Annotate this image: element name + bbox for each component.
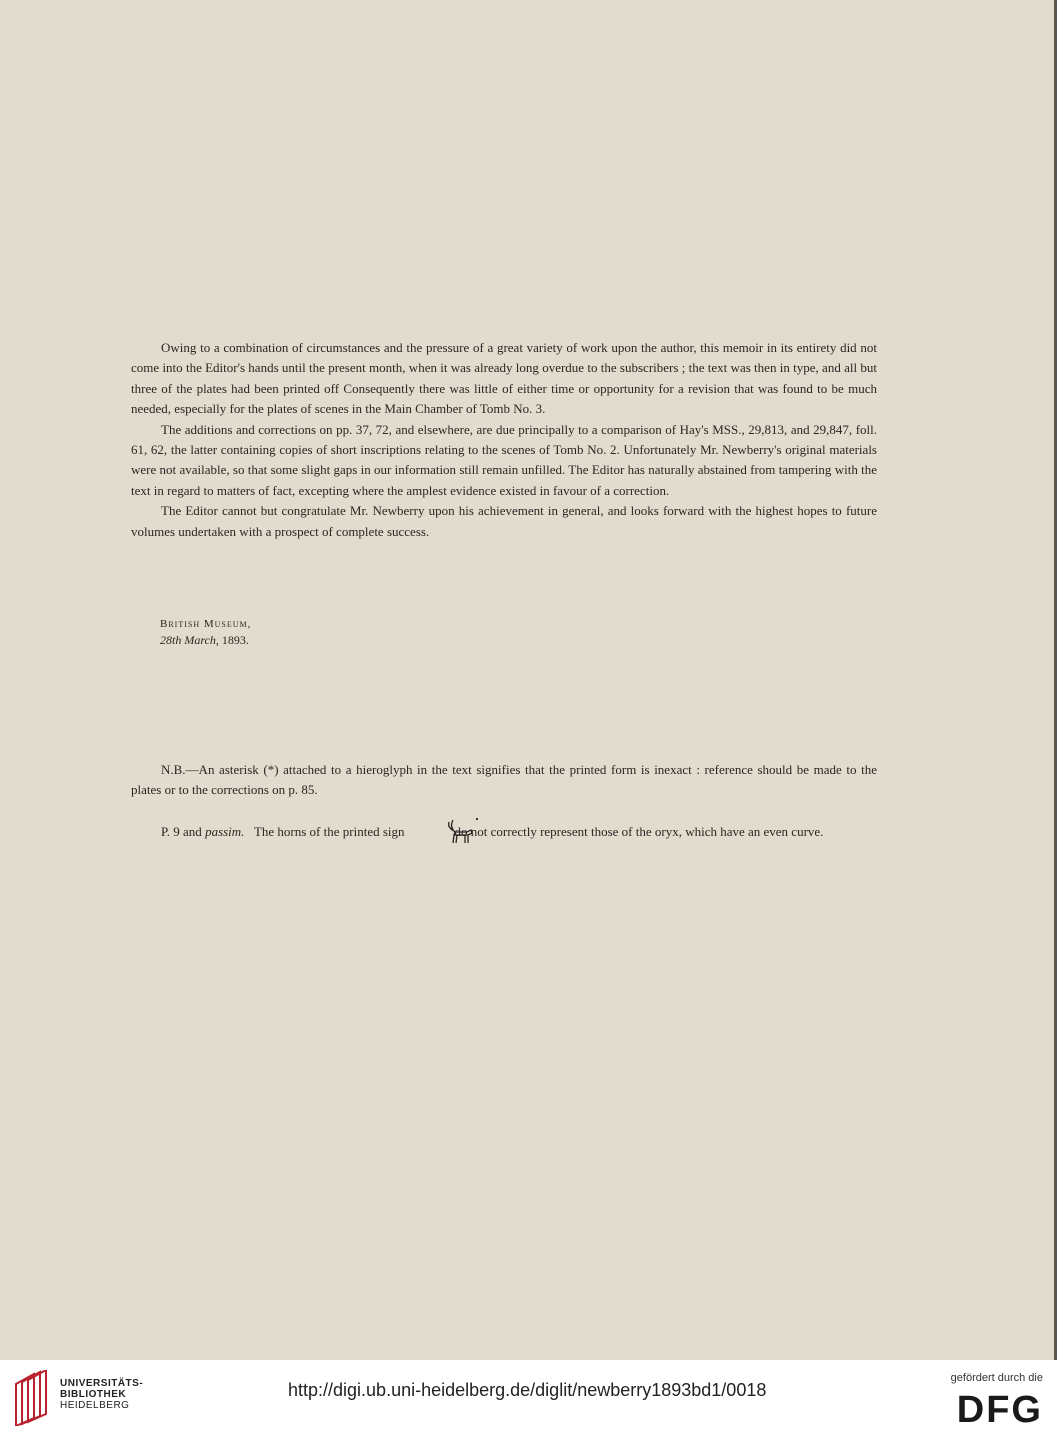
preface-paragraph: The additions and corrections on pp. 37, 72, and elsewhere, are due principally to a comparison of Hay's MSS., 29,813, and 29,847, foll. 61, 62, the latter containing copies of short inscriptions relating to the scenes of Tomb No. 2. Unfortunately Mr. Newberry's original materials were not available, so that some slight gaps in our information still remain unfilled. The Editor has naturally abstained from tampering with the text in regard to matters of fact, excepting where the amplest evidence existed in favour of a correction. — [131, 421, 877, 498]
preface-text — [131, 338, 877, 542]
dfg-logo: DFG — [956, 1389, 1043, 1431]
p9-passim: passim. — [205, 823, 245, 839]
footer-bar — [0, 1360, 1057, 1438]
signature-date-year: 1893. — [221, 633, 249, 647]
p9-prefix: P. 9 and — [161, 823, 202, 839]
university-library-name — [60, 1378, 143, 1411]
permalink-url[interactable]: http://digi.ub.uni-heidelberg.de/diglit/newberry1893bd1/0018 — [288, 1380, 767, 1400]
signature-date-day: 28th March, — [160, 633, 219, 647]
funding-note: gefördert durch die — [950, 1372, 1043, 1384]
p9-note — [131, 818, 877, 848]
p9-after-sign: do not correctly represent those of the oryx, which have an even curve. — [454, 823, 824, 839]
logo-line: HEIDELBERG — [60, 1400, 130, 1411]
oryx-hieroglyph-icon — [411, 816, 451, 846]
logo-line: BIBLIOTHEK — [60, 1389, 127, 1400]
preface-paragraph: The Editor cannot but congratulate Mr. Newberry upon his achievement in general, and looks forward with the highest hopes to future volumes undertaken with a prospect of complete success. — [131, 503, 877, 539]
preface-paragraph: Owing to a combination of circumstances and the pressure of a great variety of work upon the author, this memoir in its entirety did not come into the Editor's hands until the present month, when it was already long overdue to the subscribers ; the text was then in type, and all but three of the plates had been printed off Consequently there was little of either time or opportunity for a revision that was found to be much needed, especially for the plates of scenes in the Main Chamber of Tomb No. 3. — [131, 340, 877, 417]
nb-note-text: N.B.—An asterisk (*) attached to a hieroglyph in the text signifies that the printed form is inexact : reference should be made to the plates or to the corrections on p. 85. — [131, 762, 877, 798]
signature-place: British Museum, — [160, 618, 252, 630]
logo-line: UNIVERSITÄTS- — [60, 1378, 144, 1389]
university-library-logo-icon — [10, 1370, 54, 1426]
p9-before-sign: The horns of the printed sign — [253, 823, 405, 839]
p9-note-text — [131, 818, 877, 848]
nb-note — [131, 760, 877, 801]
signature-date — [160, 633, 249, 648]
